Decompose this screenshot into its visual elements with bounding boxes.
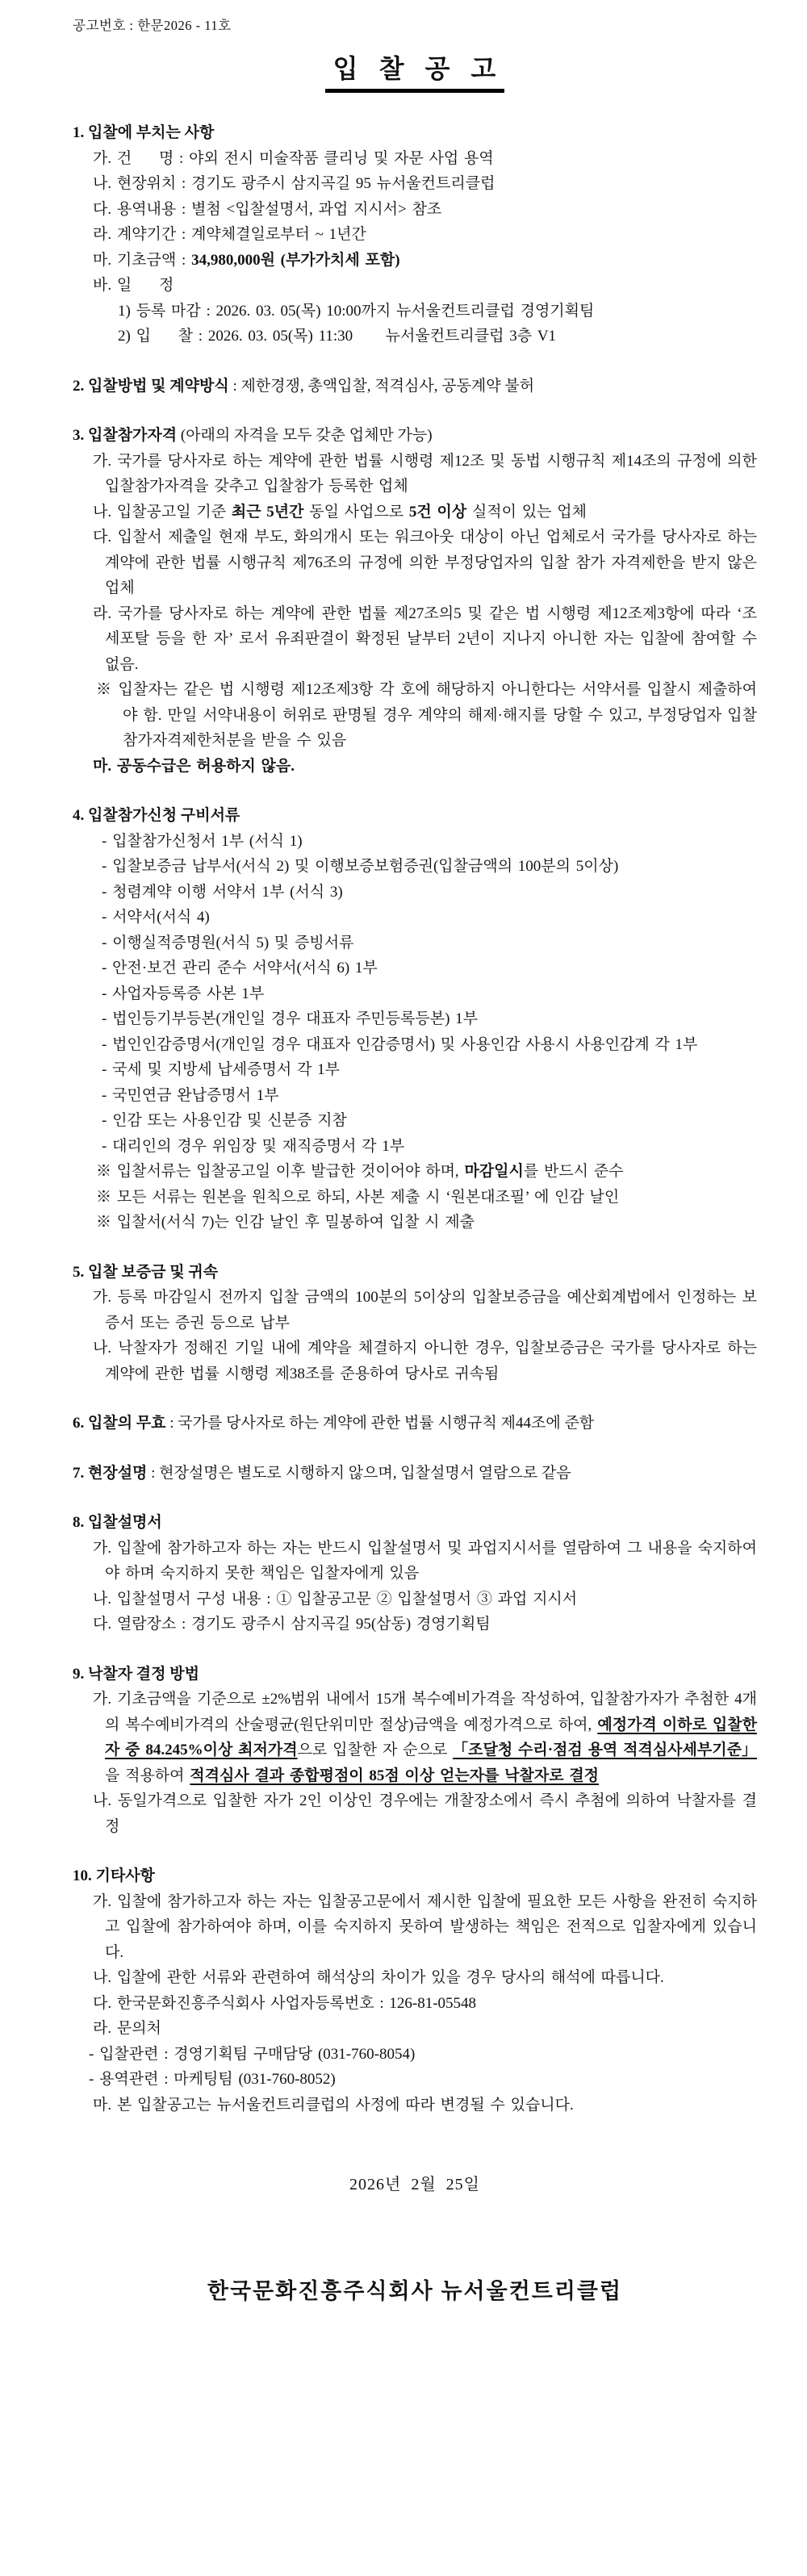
list-item <box>118 299 757 324</box>
text-run: 적격심사 결과 종합평점이 85점 이상 얻는자를 낙찰자로 결정 <box>190 1767 600 1784</box>
list-item <box>93 1889 757 1966</box>
section <box>73 120 757 349</box>
list-item <box>93 1336 757 1386</box>
section <box>73 1863 757 2118</box>
section-heading <box>73 423 757 449</box>
text-run: : 현장설명은 별도로 시행하지 않으며, 입찰설명서 열람으로 같음 <box>147 1464 571 1482</box>
list-item <box>96 1185 757 1211</box>
list-item <box>93 1965 757 1991</box>
list-item <box>96 677 757 754</box>
text-run: 마. 기초금액 : <box>93 251 192 269</box>
document-sections <box>73 120 757 2118</box>
list-item <box>96 1210 757 1236</box>
text-run: 마. 본 입찰공고는 뉴서울컨트리클럽의 사정에 따라 변경될 수 있습니다. <box>93 2096 574 2114</box>
text-run: 을 적용하여 <box>105 1767 190 1784</box>
list-item <box>93 171 757 197</box>
text-run: 7. 현장설명 <box>73 1464 148 1482</box>
section-heading <box>73 1510 757 1536</box>
list-item <box>93 1687 758 1788</box>
text-run: 나. 입찰공고일 기준 <box>93 503 232 521</box>
text-run: 나. 낙찰자가 정해진 기일 내에 계약을 체결하지 아니한 경우, 입찰보증금은 국가를 당사자로 하는 계약에 관한 법률 시행령 제38조를 준용하여 당사로 귀속됨 <box>93 1340 757 1382</box>
section-heading <box>73 1260 757 1286</box>
list-item <box>93 1285 757 1336</box>
list-item <box>93 197 757 223</box>
list-item <box>89 2042 757 2068</box>
text-run: 동일 사업으로 <box>303 503 409 521</box>
text-run: 가. 건 명 : 야외 전시 미술작품 클리닝 및 자문 사업 용역 <box>93 149 494 167</box>
text-run: 2. 입찰방법 및 계약방식 <box>73 377 229 395</box>
text-run: 가. 입찰에 참가하고자 하는 자는 반드시 입찰설명서 및 과업지시서를 열람하여 그 내용을 숙지하여야 하며 숙지하지 못한 책임은 입찰자에게 있음 <box>93 1539 757 1582</box>
section-heading <box>73 1863 757 1889</box>
text-run: 나. 동일가격으로 입찰한 자가 2인 이상인 경우에는 개찰장소에서 즉시 추첨에 의하여 낙찰자를 결정 <box>93 1792 757 1835</box>
list-item <box>93 2016 757 2042</box>
text-run: 바. 일 정 <box>93 277 174 294</box>
text-run: - 입찰관련 : 경영기획팀 구매담당 (031-760-8054) <box>89 2045 416 2063</box>
list-item <box>102 829 757 855</box>
section <box>73 1510 757 1637</box>
text-run: 다. 한국문화진흥주식회사 사업자등록번호 : 126-81-05548 <box>93 1994 477 2012</box>
list-item <box>93 754 757 780</box>
text-run: ※ 모든 서류는 원본을 원칙으로 하되, 사본 제출 시 ‘원본대조필’ 에 인감 날인 <box>96 1188 620 1206</box>
text-run: 실적이 있는 업체 <box>466 503 587 521</box>
text-run: - 법인인감증명서(개인일 경우 대표자 인감증명서) 및 사용인감 사용시 사용인감계 각 1부 <box>102 1035 698 1053</box>
text-run: ※ 입찰자는 같은 법 시행령 제12조제3항 각 호에 해당하지 아니한다는 서약서를 입찰시 제출하여야 함. 만일 서약내용이 허위로 판명될 경우 계약의 해제·해지를 당할 수 있고, 부정당업자 입찰참가자격제한처분을 받을 수 있음 <box>96 681 757 749</box>
notice-date: 2026년 2월 25일 <box>349 2176 480 2193</box>
list-item <box>102 854 757 880</box>
text-run: 가. 기초금액을 기준으로 ±2%범위 내에서 15개 복수예비가격을 작성하여, 입찰참가자가 추첨한 4개의 복수예비가격의 산술평균(원단위미만 절상)금액을 예정가격으로 하여, <box>93 1691 757 1733</box>
list-item <box>93 273 757 299</box>
text-run: 를 반드시 준수 <box>523 1163 624 1180</box>
list-item <box>102 905 757 930</box>
list-item <box>93 222 757 248</box>
section-heading <box>73 1411 757 1436</box>
text-run: 다. 열람장소 : 경기도 광주시 삼지곡길 95(삼동) 경영기획팀 <box>93 1616 491 1633</box>
list-item <box>93 1788 757 1839</box>
text-run: 라. 계약기간 : 계약체결일로부터 ~ 1년간 <box>93 226 366 243</box>
text-run: 3. 입찰참가자격 <box>73 427 178 444</box>
text-run: 다. 용역내용 : 별첨 <입찰설명서, 과업 지시서> 참조 <box>93 200 442 218</box>
list-item <box>102 981 757 1007</box>
list-item <box>102 1006 757 1032</box>
text-run: 6. 입찰의 무효 <box>73 1415 166 1432</box>
list-item <box>93 449 757 500</box>
section-heading <box>73 120 757 146</box>
list-item <box>89 2067 757 2093</box>
list-item <box>93 1991 757 2017</box>
text-run: 가. 입찰에 참가하고자 하는 자는 입찰공고문에서 제시한 입찰에 필요한 모든 사항을 완전히 숙지하고 입찰에 참가하여야 하며, 이를 숙지하지 못하여 발생하는 책임은 전적으로 입찰자에게 있습니다. <box>93 1892 757 1961</box>
text-run: - 안전·보건 관리 준수 서약서(서식 6) 1부 <box>102 960 378 976</box>
text-run: 1) 등록 마감 : 2026. 03. 05(목) 10:00까지 뉴서울컨트리클럽 경영기획팀 <box>118 302 595 320</box>
section <box>73 1260 757 1387</box>
section <box>73 374 757 399</box>
text-run: 최근 5년간 <box>231 503 304 521</box>
text-run: - 대리인의 경우 위임장 및 재직증명서 각 1부 <box>102 1137 405 1155</box>
list-item <box>93 500 757 525</box>
text-run: 나. 현장위치 : 경기도 광주시 삼지곡길 95 뉴서울컨트리클럽 <box>93 175 495 192</box>
list-item <box>93 2093 757 2118</box>
text-run: 마감일시 <box>464 1163 524 1180</box>
text-run: 다. 입찰서 제출일 현재 부도, 화의개시 또는 워크아웃 대상이 아닌 업체로서 국가를 당사자로 하는 계약에 관한 법률 시행규칙 제76조의 규정에 의한 부정당업자의 입찰 참가 자격제한을 받지 않은 업체 <box>93 529 757 596</box>
text-run: 2) 입 찰 : 2026. 03. 05(목) 11:30 뉴서울컨트리클럽 3층 V1 <box>118 328 557 345</box>
list-item <box>93 146 757 172</box>
text-run: 10. 기타사항 <box>73 1867 155 1884</box>
list-item <box>93 601 757 678</box>
section <box>73 1662 757 1840</box>
section <box>73 423 757 779</box>
text-run: 예정가격 이하로 입찰한 자 중 84.245%이상 최저가격 <box>105 1716 757 1758</box>
notice-number: 공고번호 : 한문2026 - 11호 <box>73 18 232 33</box>
list-item <box>93 1587 757 1612</box>
text-run: 4. 입찰참가신청 구비서류 <box>73 807 240 824</box>
text-run: - 이행실적증명원(서식 5) 및 증빙서류 <box>102 934 354 951</box>
text-run: ※ 입찰서(서식 7)는 인감 날인 후 밀봉하여 입찰 시 제출 <box>96 1214 475 1231</box>
section <box>73 1461 757 1487</box>
list-item <box>102 1083 757 1109</box>
text-run: 라. 국가를 당사자로 하는 계약에 관한 법률 제27조의5 및 같은 법 시행령 제12조제3항에 따라 ‘조세포탈 등을 한 자’ 로서 유죄판결이 확정된 날부터 2년이 지나지 아니한 자는 입찰에 참여할 수 없음. <box>93 604 757 673</box>
text-run: : 제한경쟁, 총액입찰, 적격심사, 공동계약 불허 <box>228 377 535 395</box>
list-item <box>102 956 757 981</box>
section-heading <box>73 374 757 399</box>
section-heading <box>73 803 757 829</box>
text-run: - 법인등기부등본(개인일 경우 대표자 주민등록등본) 1부 <box>102 1010 479 1027</box>
page-title: 입 찰 공 고 <box>325 56 505 94</box>
text-run: 나. 입찰설명서 구성 내용 : ① 입찰공고문 ② 입찰설명서 ③ 과업 지시서 <box>93 1590 578 1608</box>
section-heading <box>73 1662 757 1687</box>
text-run: - 입찰참가신청서 1부 (서식 1) <box>102 832 303 850</box>
section <box>73 1411 757 1436</box>
list-item <box>96 1159 757 1185</box>
text-run: 5. 입찰 보증금 및 귀속 <box>73 1263 219 1281</box>
text-run: 가. 등록 마감일시 전까지 입찰 금액의 100분의 5이상의 입찰보증금을 예산회계법에서 인정하는 보증서 또는 증권 등으로 납부 <box>93 1289 757 1332</box>
list-item <box>102 1057 757 1083</box>
text-run: 5건 이상 <box>408 503 467 521</box>
text-run: - 서약서(서식 4) <box>102 909 210 926</box>
list-item <box>93 248 757 274</box>
list-item <box>102 930 757 956</box>
text-run: - 입찰보증금 납부서(서식 2) 및 이행보증보험증권(입찰금액의 100분의 5이상) <box>102 858 619 875</box>
list-item <box>93 1612 757 1637</box>
section-heading <box>73 1461 757 1487</box>
list-item <box>102 1108 757 1134</box>
text-run: 가. 국가를 당사자로 하는 계약에 관한 법률 시행령 제12조 및 동법 시행규칙 제14조의 규정에 의한 입찰참가자격을 갖추고 입찰참가 등록한 업체 <box>93 452 757 495</box>
list-item <box>102 1032 757 1058</box>
text-run: 마. 공동수급은 허용하지 않음. <box>93 757 295 775</box>
text-run: 34,980,000원 (부가가치세 포함) <box>191 251 400 269</box>
text-run: - 국세 및 지방세 납세증명서 각 1부 <box>102 1061 340 1078</box>
list-item <box>102 880 757 905</box>
section <box>73 803 757 1236</box>
text-run: - 청렴계약 이행 서약서 1부 (서식 3) <box>102 883 343 901</box>
text-run: 나. 입찰에 관한 서류와 관련하여 해석상의 차이가 있을 경우 당사의 해석에 따릅니다. <box>93 1969 664 1986</box>
list-item <box>102 1134 757 1160</box>
issuer-name: 한국문화진흥주식회사 뉴서울컨트리클럽 <box>207 2278 623 2303</box>
text-run: 으로 입찰한 자 순으로 <box>297 1742 454 1758</box>
text-run: 「조달청 수리·점검 용역 적격심사세부기준」 <box>453 1742 758 1758</box>
text-run: - 사업자등록증 사본 1부 <box>102 985 265 1002</box>
text-run: - 용역관련 : 마케팅팀 (031-760-8052) <box>89 2071 336 2088</box>
text-run: 9. 낙찰자 결정 방법 <box>73 1665 199 1683</box>
text-run: 8. 입찰설명서 <box>73 1514 162 1531</box>
text-run: (아래의 자격을 모두 갖춘 업체만 가능) <box>177 427 433 444</box>
text-run: - 국민연금 완납증명서 1부 <box>102 1086 279 1104</box>
text-run: : 국가를 당사자로 하는 계약에 관한 법률 시행규칙 제44조에 준함 <box>165 1415 595 1432</box>
text-run: 1. 입찰에 부치는 사항 <box>73 124 215 141</box>
list-item <box>93 1536 757 1587</box>
text-run: 라. 문의처 <box>93 2020 161 2037</box>
list-item <box>93 525 757 601</box>
list-item <box>118 324 757 349</box>
title-wrap <box>73 53 757 94</box>
text-run: ※ 입찰서류는 입찰공고일 이후 발급한 것이어야 하며, <box>96 1163 465 1180</box>
text-run: - 인감 또는 사용인감 및 신분증 지참 <box>102 1112 347 1129</box>
